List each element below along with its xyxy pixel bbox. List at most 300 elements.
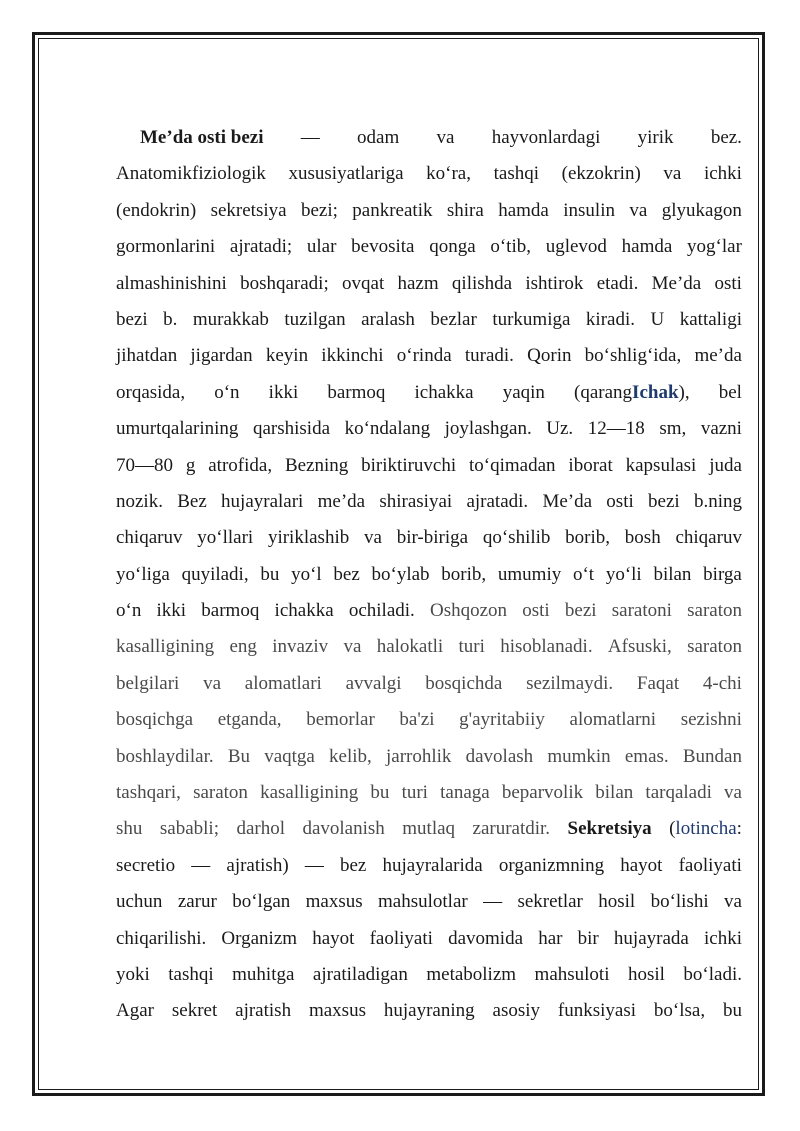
word-group — [307, 229, 337, 265]
word: quyiladi, — [181, 563, 249, 585]
text-line — [116, 484, 742, 520]
word-group — [469, 448, 556, 484]
word-group — [588, 411, 645, 447]
word: ishtirok — [525, 272, 584, 294]
word-group — [415, 375, 474, 411]
word-group — [402, 811, 455, 847]
word: tanaga — [440, 782, 490, 804]
word: zarur — [177, 891, 217, 913]
word: bu — [722, 1000, 742, 1022]
word-group — [235, 993, 291, 1029]
word-group — [116, 921, 206, 957]
text-line — [116, 156, 742, 192]
word-group — [232, 884, 290, 920]
word-group — [568, 811, 652, 847]
word: sekret — [171, 1000, 218, 1022]
text-line — [116, 884, 742, 920]
word-group — [318, 484, 365, 520]
word: ikki — [268, 381, 299, 403]
word-group — [240, 266, 329, 302]
word-group — [597, 266, 639, 302]
word: davolash — [465, 745, 534, 767]
word-group — [275, 593, 334, 629]
word: uglevod — [545, 236, 607, 258]
word-group — [370, 775, 389, 811]
word: hujayrada — [613, 927, 689, 949]
word-group — [638, 120, 674, 156]
word: bo‘lsa, — [653, 1000, 706, 1022]
word: g'ayritabiiy — [459, 709, 545, 731]
word: saraton — [687, 636, 742, 658]
word: davomida — [448, 927, 524, 949]
word: yaqin — [502, 381, 545, 403]
word: bezi — [648, 490, 680, 512]
word: ichki — [704, 927, 742, 949]
word-group — [351, 229, 414, 265]
word-group — [327, 375, 385, 411]
word-group — [558, 993, 636, 1029]
word: ichki — [703, 163, 742, 185]
word-group — [709, 448, 742, 484]
word-group — [269, 375, 299, 411]
word: bezi — [564, 600, 597, 622]
word-group — [526, 666, 613, 702]
word: Agar — [116, 1000, 154, 1022]
word: yo‘liga — [116, 563, 170, 585]
word-group — [309, 993, 366, 1029]
word-group — [116, 629, 214, 665]
word: bir-biriga — [396, 527, 469, 549]
word: tashqi — [493, 163, 540, 185]
word: — — [483, 891, 503, 913]
word-group — [226, 848, 288, 884]
word: yoki — [116, 963, 150, 985]
word-group — [425, 666, 502, 702]
word-group — [663, 156, 681, 192]
word-group — [723, 993, 742, 1029]
word: maxsus — [305, 891, 363, 913]
word: yo‘l — [291, 563, 322, 585]
word-group — [683, 739, 742, 775]
word-group — [160, 811, 219, 847]
word-group — [116, 229, 215, 265]
word: Me’da — [651, 272, 702, 294]
word: atrofida, — [208, 454, 273, 476]
word: nozik. — [116, 490, 163, 512]
word: halokatli — [376, 636, 444, 658]
word-group — [711, 120, 742, 156]
word: yiriklashib — [267, 527, 350, 549]
word: almashinishini — [116, 272, 227, 294]
word-group — [397, 520, 468, 556]
word: osti — [606, 490, 634, 512]
word: iborat — [568, 454, 613, 476]
word: ichakka — [274, 600, 334, 622]
word-group — [500, 629, 592, 665]
word-group — [116, 848, 175, 884]
word-group — [598, 884, 635, 920]
word-group — [445, 411, 532, 447]
word: sm, — [659, 418, 687, 440]
word-group — [498, 193, 549, 229]
word-group — [629, 193, 647, 229]
word: saratoni — [611, 600, 672, 622]
word-group — [245, 666, 322, 702]
word-group — [201, 593, 259, 629]
word: o‘n — [116, 600, 142, 622]
word-group — [361, 302, 415, 338]
word-group — [163, 302, 177, 338]
word-group — [312, 921, 354, 957]
word: birga — [703, 563, 742, 585]
word: bo‘lishi — [650, 891, 709, 913]
word: yog‘lar — [687, 236, 742, 258]
word: o‘n — [214, 381, 240, 403]
word-group — [229, 629, 256, 665]
word-group — [116, 266, 227, 302]
word-group — [116, 411, 238, 447]
text-line — [116, 120, 742, 156]
word-group — [426, 156, 471, 192]
word: me’da — [694, 345, 742, 367]
word-group — [182, 557, 249, 593]
word: osti — [714, 272, 742, 294]
word-group — [214, 375, 239, 411]
word-group — [608, 629, 672, 665]
word-group — [547, 739, 610, 775]
word-group — [568, 448, 612, 484]
word-group — [625, 739, 669, 775]
word-group — [203, 666, 221, 702]
word-group — [116, 484, 163, 520]
word-group — [116, 448, 173, 484]
text-line — [116, 557, 742, 593]
word: mahsulotlar — [378, 891, 468, 913]
word: o‘tib, — [490, 236, 531, 258]
word: to‘qimadan — [469, 454, 556, 476]
word: vazni — [700, 418, 742, 440]
word-group — [570, 702, 657, 738]
word: davolanish — [302, 818, 385, 840]
word: sezilmaydi. — [526, 672, 614, 694]
word-group — [116, 593, 141, 629]
word: pankreatik — [352, 199, 433, 221]
word-group — [116, 811, 142, 847]
word-group — [116, 739, 214, 775]
word-group — [383, 848, 483, 884]
word: emas. — [624, 745, 669, 767]
word: bezlar — [430, 308, 477, 330]
word-group — [168, 957, 213, 993]
word-group — [703, 557, 742, 593]
word-group — [186, 448, 196, 484]
word: U — [650, 308, 665, 330]
word: bez — [339, 854, 367, 876]
word-group — [285, 448, 348, 484]
word-group — [687, 593, 742, 629]
word-group — [301, 193, 338, 229]
word-group — [437, 120, 455, 156]
word: maxsus — [308, 1000, 366, 1022]
word: qilishda — [451, 272, 513, 294]
text-line — [116, 448, 742, 484]
word-group — [637, 666, 679, 702]
word: har — [538, 927, 563, 949]
word-group — [466, 739, 534, 775]
word: juda — [709, 454, 742, 476]
word: ko‘ndalang — [344, 418, 431, 440]
word-group — [565, 593, 597, 629]
word-group — [178, 884, 217, 920]
word-group — [525, 266, 583, 302]
word-group — [116, 557, 170, 593]
word-group — [459, 629, 485, 665]
word-group — [116, 775, 181, 811]
word: bo‘lgan — [232, 891, 291, 913]
word-group — [177, 484, 207, 520]
word: qo‘shilib — [482, 527, 551, 549]
word-group — [687, 229, 742, 265]
word: jarrohlik — [385, 745, 452, 767]
word-group — [546, 229, 607, 265]
word: sezishni — [680, 709, 742, 731]
word-group — [116, 884, 162, 920]
word: va — [343, 636, 362, 658]
word: belgilari — [116, 672, 180, 694]
word-group — [343, 629, 361, 665]
word: hisoblanadi. — [500, 636, 593, 658]
word-group — [284, 302, 345, 338]
word: insulin — [563, 199, 615, 221]
word-group — [340, 848, 366, 884]
word: vaqtga — [264, 745, 315, 767]
word: ochiladi. — [348, 600, 415, 622]
word: ovqat — [342, 272, 385, 294]
word-group — [289, 156, 404, 192]
word-group — [357, 120, 399, 156]
word-group — [370, 921, 433, 957]
word: 70—80 — [116, 454, 173, 476]
word: ( — [669, 818, 676, 840]
word-group — [585, 338, 682, 374]
word-group — [659, 411, 686, 447]
text-line — [116, 229, 742, 265]
text-line — [116, 338, 742, 374]
word-group — [221, 484, 303, 520]
word: Qorin — [527, 345, 572, 367]
word-group — [654, 993, 705, 1029]
word-group — [628, 957, 665, 993]
word-group — [687, 629, 742, 665]
word-group — [701, 411, 742, 447]
word: shira — [446, 199, 484, 221]
word: secretio — [116, 854, 176, 876]
word-group — [542, 484, 592, 520]
word-group — [680, 302, 742, 338]
word-group — [681, 702, 742, 738]
word: Oshqozon — [429, 600, 508, 622]
word: funksiyasi — [557, 1000, 637, 1022]
document-body — [116, 120, 742, 1030]
word: bo‘ladi. — [683, 963, 742, 985]
word: Faqat — [636, 672, 680, 694]
word-group — [116, 520, 182, 556]
word: boshqaradi; — [240, 272, 329, 294]
word-group — [306, 884, 363, 920]
word: ikkinchi — [321, 345, 384, 367]
word-group — [586, 302, 635, 338]
text-line — [116, 993, 742, 1029]
word: Me’da osti bezi — [140, 127, 264, 148]
word: xususiyatlariga — [288, 163, 404, 185]
text-line — [116, 193, 742, 229]
word: tashqi — [168, 963, 214, 985]
word-group — [441, 557, 486, 593]
word: kasalligining — [116, 636, 215, 658]
word-group — [447, 193, 484, 229]
word-group — [397, 338, 452, 374]
text-line — [116, 702, 742, 738]
word-group — [116, 702, 193, 738]
word: boshlaydilar. — [116, 745, 214, 767]
word: qonga — [429, 236, 476, 258]
word-group — [492, 302, 570, 338]
word-group — [302, 811, 384, 847]
word-group — [704, 156, 742, 192]
word: uchun — [116, 891, 163, 913]
word-group — [694, 338, 741, 374]
word-group — [430, 302, 476, 338]
word: jigardan — [190, 345, 253, 367]
word-group — [333, 557, 359, 593]
word-group — [305, 848, 324, 884]
word-group — [440, 775, 490, 811]
word: bemorlar — [306, 709, 375, 731]
word: va — [663, 163, 682, 185]
word-group — [116, 957, 150, 993]
word-group — [622, 229, 673, 265]
word-group — [645, 775, 711, 811]
word: turadi. — [464, 345, 514, 367]
word: saraton — [193, 782, 248, 804]
word: bezi — [116, 308, 148, 330]
word: : — [736, 818, 742, 840]
word-group — [116, 375, 185, 411]
word: ajratadi; — [229, 236, 293, 258]
word: eng — [229, 636, 257, 658]
word: ), — [678, 381, 690, 403]
word-group — [268, 520, 349, 556]
word: hosil — [598, 891, 636, 913]
text-line — [116, 520, 742, 556]
word: va — [629, 199, 648, 221]
word-group — [652, 266, 702, 302]
word-group — [448, 921, 523, 957]
word: hazm — [397, 272, 439, 294]
word: etganda, — [217, 709, 282, 731]
word-group — [426, 957, 516, 993]
word: Afsuski, — [607, 636, 672, 658]
word: ikki — [156, 600, 187, 622]
word: darhol — [236, 818, 285, 840]
word: — — [300, 127, 320, 148]
word: (qarang — [574, 381, 633, 403]
word-group — [264, 739, 315, 775]
word: invaziv — [272, 636, 329, 658]
word: bu — [260, 563, 280, 585]
word-group — [724, 884, 742, 920]
word-group — [329, 739, 372, 775]
word-group — [384, 993, 475, 1029]
word-group — [494, 156, 539, 192]
text-link[interactable]: Ichak — [632, 381, 679, 403]
word: ular — [306, 236, 337, 258]
word: avvalgi — [345, 672, 402, 694]
word-group — [342, 266, 384, 302]
word: va — [203, 672, 222, 694]
word-group — [719, 375, 742, 411]
word-group — [260, 557, 279, 593]
word-group — [230, 229, 292, 265]
word: shu — [116, 818, 143, 840]
word: borib, — [565, 527, 611, 549]
word-group — [606, 484, 633, 520]
word: bezi; — [300, 199, 338, 221]
word-group — [364, 520, 382, 556]
text-line — [116, 629, 742, 665]
word: orqasida, — [116, 381, 186, 403]
word: va — [724, 782, 742, 804]
word: bevosita — [351, 236, 415, 258]
word-group — [266, 338, 308, 374]
word-group — [465, 338, 514, 374]
word-group — [704, 921, 742, 957]
word: bo‘ylab — [371, 563, 430, 585]
word-group — [614, 921, 689, 957]
word-group — [499, 848, 604, 884]
text-line — [116, 739, 742, 775]
word: Bu — [227, 745, 251, 767]
word-group — [527, 338, 571, 374]
word-group — [398, 266, 439, 302]
word: yo‘llari — [197, 527, 254, 549]
word-group — [493, 993, 541, 1029]
word: me’da — [317, 490, 366, 512]
text-line — [116, 302, 742, 338]
word: g — [185, 454, 196, 476]
text-link[interactable]: lotincha — [675, 818, 737, 840]
word: muhitga — [232, 963, 295, 985]
word-group — [563, 193, 615, 229]
word: glyukagon — [661, 199, 742, 221]
word-group — [218, 702, 282, 738]
word-group — [321, 338, 383, 374]
word-group — [346, 666, 402, 702]
word-group — [662, 193, 742, 229]
word: barmoq — [201, 600, 260, 622]
text-line — [116, 375, 742, 411]
word-group — [452, 266, 512, 302]
word: beparvolik — [501, 782, 584, 804]
text-line — [116, 411, 742, 447]
word-group — [193, 302, 269, 338]
word: umumiy — [497, 563, 562, 585]
word: bu — [370, 782, 390, 804]
word-group — [565, 520, 610, 556]
word-group — [208, 448, 272, 484]
word: bosqichda — [425, 672, 503, 694]
word-group — [483, 884, 502, 920]
